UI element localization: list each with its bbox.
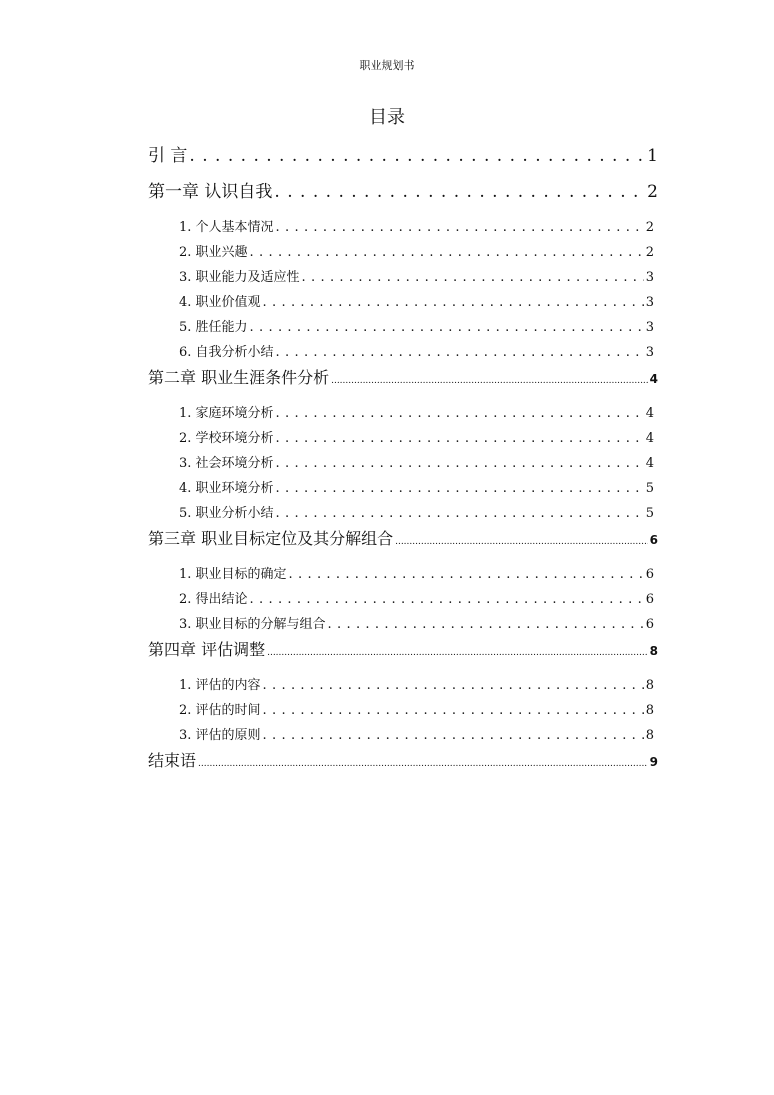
toc-page-number: 3	[645, 320, 654, 335]
toc-page-number: 8	[645, 703, 654, 718]
toc-entry-label: 2. 评估的时间	[179, 703, 261, 718]
toc-page-number: 6	[645, 567, 654, 582]
toc-page-number: 8	[645, 678, 654, 693]
toc-page-number: 4	[645, 406, 654, 421]
toc-entry-label: 1. 家庭环境分析	[179, 406, 274, 421]
toc-entry-intro[interactable]	[148, 143, 658, 179]
table-of-contents	[148, 143, 658, 784]
toc-entry-label: 5. 职业分析小结	[179, 506, 274, 521]
toc-subentry[interactable]	[148, 315, 658, 340]
toc-entry-label: 2. 职业兴趣	[179, 245, 248, 260]
toc-subentry[interactable]	[148, 673, 658, 698]
toc-page-number: 3	[645, 270, 654, 285]
dot-leader	[276, 501, 644, 526]
toc-subentry[interactable]	[148, 240, 658, 265]
toc-page-number: 2	[647, 182, 658, 202]
dot-leader	[250, 240, 644, 265]
toc-entry-label: 第二章 职业生涯条件分析	[148, 368, 330, 387]
dot-leader	[276, 401, 644, 426]
toc-page-number: 5	[645, 506, 654, 521]
toc-entry-label: 3. 评估的原则	[179, 728, 261, 743]
dot-leader	[302, 265, 644, 290]
toc-page-number: 8	[645, 728, 654, 743]
toc-entry-label: 3. 社会环境分析	[179, 456, 274, 471]
toc-entry-conclusion[interactable]	[148, 748, 658, 784]
toc-page-number: 2	[645, 245, 654, 260]
toc-page-number: 8	[649, 644, 658, 658]
toc-subentry[interactable]	[148, 451, 658, 476]
toc-subentry[interactable]	[148, 501, 658, 526]
toc-page-number: 5	[645, 481, 654, 496]
dot-leader	[267, 637, 648, 666]
toc-subentry[interactable]	[148, 426, 658, 451]
toc-entry-label: 4. 职业环境分析	[179, 481, 274, 496]
toc-entry-label: 2. 学校环境分析	[179, 431, 274, 446]
toc-subentry[interactable]	[148, 698, 658, 723]
toc-subentry[interactable]	[148, 723, 658, 748]
toc-page-number: 4	[645, 431, 654, 446]
dot-leader	[189, 143, 645, 169]
dot-leader	[250, 315, 644, 340]
dot-leader	[331, 365, 648, 394]
toc-subentry[interactable]	[148, 562, 658, 587]
toc-page-number: 3	[645, 345, 654, 360]
toc-subentry[interactable]	[148, 401, 658, 426]
toc-entry-label: 3. 职业能力及适应性	[179, 270, 300, 285]
toc-subentry[interactable]	[148, 612, 658, 637]
toc-entry-chapter-2[interactable]	[148, 365, 658, 401]
toc-page-number: 3	[645, 295, 654, 310]
dot-leader	[276, 476, 644, 501]
dot-leader	[263, 290, 644, 315]
toc-subentry[interactable]	[148, 290, 658, 315]
toc-entry-label: 1. 个人基本情况	[179, 220, 274, 235]
toc-page-number: 2	[645, 220, 654, 235]
toc-entry-label: 5. 胜任能力	[179, 320, 248, 335]
dot-leader	[328, 612, 644, 637]
toc-entry-label: 引 言	[148, 146, 188, 166]
toc-entry-chapter-3[interactable]	[148, 526, 658, 562]
toc-entry-label: 2. 得出结论	[179, 592, 248, 607]
toc-entry-label: 第四章 评估调整	[148, 640, 266, 659]
dot-leader	[263, 698, 644, 723]
dot-leader	[276, 451, 644, 476]
toc-page-number: 1	[647, 146, 658, 166]
toc-page-number: 6	[645, 617, 654, 632]
dot-leader	[395, 526, 648, 555]
dot-leader	[263, 673, 644, 698]
toc-page-number: 6	[645, 592, 654, 607]
toc-entry-chapter-4[interactable]	[148, 637, 658, 673]
toc-entry-label: 6. 自我分析小结	[179, 345, 274, 360]
toc-page-number: 9	[649, 755, 658, 769]
toc-entry-label: 3. 职业目标的分解与组合	[179, 617, 326, 632]
dot-leader	[289, 562, 644, 587]
toc-subentry[interactable]	[148, 587, 658, 612]
toc-title: 目录	[369, 107, 405, 128]
toc-entry-label: 第三章 职业目标定位及其分解组合	[148, 529, 394, 548]
toc-entry-label: 4. 职业价值观	[179, 295, 261, 310]
dot-leader	[198, 748, 648, 777]
toc-page-number: 6	[649, 533, 658, 547]
toc-entry-label: 1. 职业目标的确定	[179, 567, 287, 582]
dot-leader	[263, 723, 644, 748]
dot-leader	[274, 179, 645, 205]
dot-leader	[276, 215, 644, 240]
toc-subentry[interactable]	[148, 476, 658, 501]
toc-subentry[interactable]	[148, 340, 658, 365]
page-header: 职业规划书	[359, 59, 415, 72]
toc-subentry[interactable]	[148, 215, 658, 240]
dot-leader	[276, 340, 644, 365]
toc-page-number: 4	[649, 372, 658, 386]
toc-entry-label: 1. 评估的内容	[179, 678, 261, 693]
toc-subentry[interactable]	[148, 265, 658, 290]
dot-leader	[276, 426, 644, 451]
toc-page-number: 4	[645, 456, 654, 471]
dot-leader	[250, 587, 644, 612]
toc-entry-label: 第一章 认识自我	[148, 182, 273, 202]
toc-entry-chapter-1[interactable]	[148, 179, 658, 215]
toc-entry-label: 结束语	[148, 751, 197, 770]
